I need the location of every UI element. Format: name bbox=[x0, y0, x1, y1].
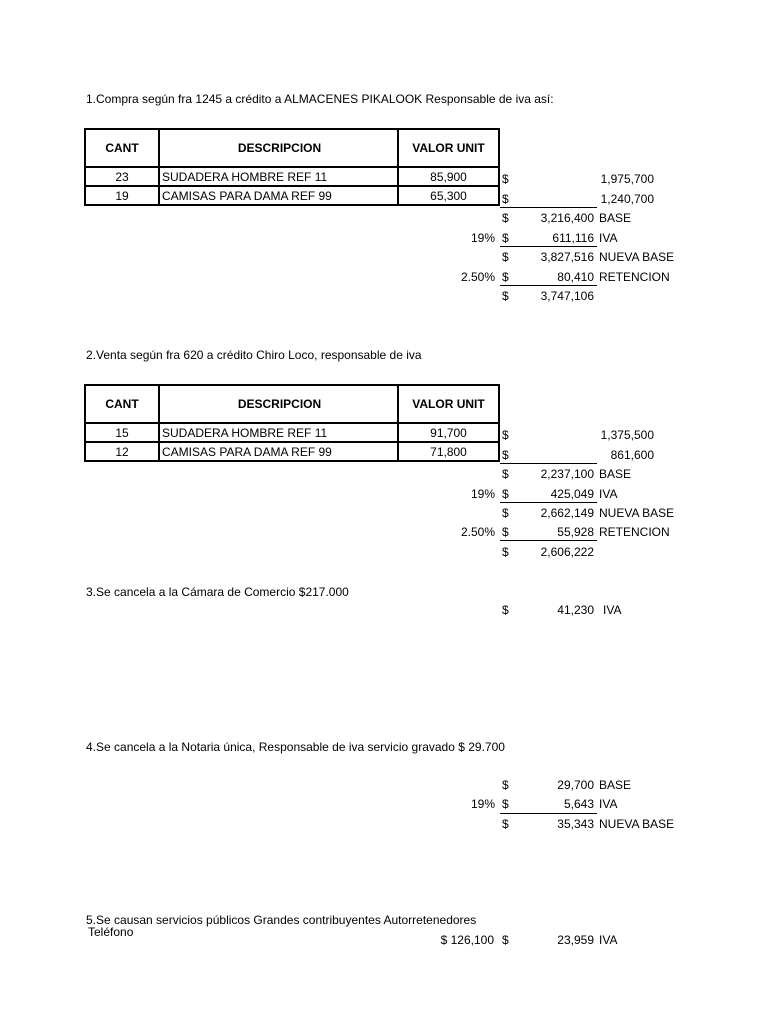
header-cant: CANT bbox=[85, 385, 159, 423]
dollar-sign: $ bbox=[502, 467, 509, 481]
summary-label: NUEVA BASE bbox=[599, 506, 675, 520]
dollar-sign: $ bbox=[502, 797, 509, 811]
amount: 35,343 bbox=[557, 817, 594, 831]
cell-cant: 23 bbox=[85, 167, 159, 186]
section3-heading: 3.Se cancela a la Cámara de Comercio $217.000 bbox=[86, 585, 349, 599]
section2-heading: 2.Venta según fra 620 a crédito Chiro Loco, responsable de iva bbox=[86, 348, 422, 362]
amount: 1,975,700 bbox=[600, 172, 654, 186]
cell-valor: 71,800 bbox=[398, 442, 499, 461]
cell-valor: 65,300 bbox=[398, 186, 499, 205]
dollar-sign: $ bbox=[502, 231, 509, 245]
underline bbox=[500, 813, 597, 814]
dollar-sign: $ bbox=[502, 506, 509, 520]
amount: 3,827,516 bbox=[540, 250, 594, 264]
cell-valor: 85,900 bbox=[398, 167, 499, 186]
cell-valor: 91,700 bbox=[398, 423, 499, 442]
underline bbox=[500, 540, 597, 541]
section1-heading: 1.Compra según fra 1245 a crédito a ALMACENES PIKALOOK Responsable de iva así: bbox=[86, 92, 554, 106]
section4-heading: 4.Se cancela a la Notaria única, Responsable de iva servicio gravado $ 29.700 bbox=[86, 740, 505, 754]
summary-row bbox=[420, 270, 720, 284]
underline bbox=[500, 246, 597, 247]
amount: 1,375,500 bbox=[600, 428, 654, 442]
dollar-sign: $ bbox=[502, 778, 509, 792]
dollar-sign: $ bbox=[502, 211, 509, 225]
pct: 19% bbox=[470, 797, 495, 811]
summary-row bbox=[420, 506, 720, 520]
row-total bbox=[460, 448, 680, 462]
base-value: $ 126,100 bbox=[440, 933, 494, 947]
table-header-row bbox=[85, 129, 499, 167]
summary-label: IVA bbox=[599, 933, 618, 947]
section1-table bbox=[84, 128, 500, 206]
dollar-sign: $ bbox=[502, 270, 509, 284]
header-valor-unit: VALOR UNIT bbox=[398, 129, 499, 167]
header-cant: CANT bbox=[85, 129, 159, 167]
section2-table bbox=[84, 384, 500, 462]
row-total bbox=[460, 192, 680, 206]
underline bbox=[500, 463, 597, 464]
cell-desc: SUDADERA HOMBRE REF 11 bbox=[159, 167, 398, 186]
pct: 19% bbox=[470, 231, 495, 245]
amount: 425,049 bbox=[550, 487, 594, 501]
summary-row bbox=[420, 545, 720, 559]
amount: 2,662,149 bbox=[540, 506, 594, 520]
dollar-sign: $ bbox=[502, 933, 509, 947]
section5-subheading: Teléfono bbox=[88, 925, 134, 939]
amount: 80,410 bbox=[557, 270, 594, 284]
table-row bbox=[85, 167, 499, 186]
header-valor-unit: VALOR UNIT bbox=[398, 385, 499, 423]
amount: 55,928 bbox=[557, 525, 594, 539]
header-descripcion: DESCRIPCION bbox=[159, 385, 398, 423]
dollar-sign: $ bbox=[502, 289, 509, 303]
summary-label: RETENCION bbox=[599, 525, 670, 539]
cell-desc: CAMISAS PARA DAMA REF 99 bbox=[159, 186, 398, 205]
amount: 5,643 bbox=[563, 797, 594, 811]
amount: 29,700 bbox=[557, 778, 594, 792]
pct: 2.50% bbox=[460, 525, 495, 539]
amount: 41,230 bbox=[557, 603, 594, 617]
summary-label: IVA bbox=[599, 487, 618, 501]
row-total bbox=[460, 172, 680, 186]
summary-row bbox=[420, 231, 720, 245]
dollar-sign: $ bbox=[502, 603, 509, 617]
summary-row bbox=[420, 817, 720, 831]
pct: 19% bbox=[470, 487, 495, 501]
underline bbox=[500, 285, 597, 286]
summary-label: IVA bbox=[603, 603, 622, 617]
summary-label: BASE bbox=[599, 467, 632, 481]
amount: 23,959 bbox=[557, 933, 594, 947]
summary-row bbox=[420, 778, 720, 792]
summary-row bbox=[420, 933, 720, 947]
summary-row bbox=[420, 487, 720, 501]
summary-row bbox=[420, 250, 720, 264]
summary-label: IVA bbox=[599, 231, 618, 245]
cell-desc: SUDADERA HOMBRE REF 11 bbox=[159, 423, 398, 442]
cell-cant: 19 bbox=[85, 186, 159, 205]
amount: 3,747,106 bbox=[540, 289, 594, 303]
table-header-row bbox=[85, 385, 499, 423]
cell-desc: CAMISAS PARA DAMA REF 99 bbox=[159, 442, 398, 461]
underline bbox=[500, 207, 597, 208]
dollar-sign: $ bbox=[502, 250, 509, 264]
pct: 2.50% bbox=[460, 270, 495, 284]
amount: 1,240,700 bbox=[600, 192, 654, 206]
table-row bbox=[85, 423, 499, 442]
dollar-sign: $ bbox=[502, 192, 509, 206]
table-row bbox=[85, 442, 499, 461]
section5-heading: 5.Se causan servicios públicos Grandes contribuyentes Autorretenedores bbox=[86, 913, 477, 927]
dollar-sign: $ bbox=[502, 545, 509, 559]
cell-cant: 15 bbox=[85, 423, 159, 442]
dollar-sign: $ bbox=[502, 487, 509, 501]
dollar-sign: $ bbox=[502, 448, 509, 462]
dollar-sign: $ bbox=[502, 172, 509, 186]
amount: 611,116 bbox=[552, 231, 594, 245]
summary-label: NUEVA BASE bbox=[599, 250, 675, 264]
summary-row bbox=[420, 211, 720, 225]
summary-row bbox=[420, 603, 720, 617]
summary-row bbox=[420, 525, 720, 539]
underline bbox=[500, 502, 597, 503]
summary-label: BASE bbox=[599, 778, 632, 792]
cell-cant: 12 bbox=[85, 442, 159, 461]
table-row bbox=[85, 186, 499, 205]
amount: 3,216,400 bbox=[540, 211, 594, 225]
summary-label: BASE bbox=[599, 211, 632, 225]
summary-label: NUEVA BASE bbox=[599, 817, 675, 831]
summary-row bbox=[420, 467, 720, 481]
header-descripcion: DESCRIPCION bbox=[159, 129, 398, 167]
amount: 2,237,100 bbox=[540, 467, 594, 481]
dollar-sign: $ bbox=[502, 525, 509, 539]
summary-row bbox=[420, 797, 720, 811]
summary-label: RETENCION bbox=[599, 270, 670, 284]
row-total bbox=[460, 428, 680, 442]
amount: 2,606,222 bbox=[540, 545, 594, 559]
dollar-sign: $ bbox=[502, 428, 509, 442]
summary-label: IVA bbox=[599, 797, 618, 811]
dollar-sign: $ bbox=[502, 817, 509, 831]
amount: 861,600 bbox=[610, 448, 654, 462]
summary-row bbox=[420, 289, 720, 303]
